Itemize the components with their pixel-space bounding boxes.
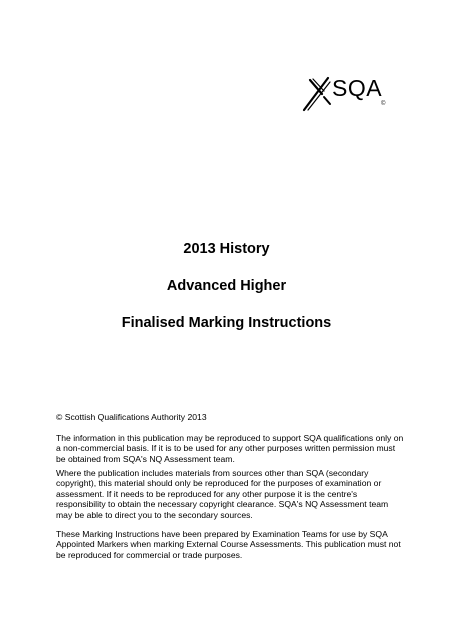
sqa-logo — [302, 70, 392, 114]
paragraph-text: The information in this publication may be reproduced to support SQA qualifications only on a non-commercial basis. If it is to be used for any other purposes written permission must be obtained from SQA's NQ Assessment team. — [56, 433, 404, 464]
paragraph-text: Where the publication includes materials from sources other than SQA (secondary copyright), this material should only be reproduced for the purposes of examination or assessment. If it needs to be reproduced for any other purpose it is the centre's responsibility to obtain the necessary copyright clearance. SQA's NQ Assessment team may be able to direct you to the secondary sources. — [56, 468, 389, 520]
copyright-line: © Scottish Qualifications Authority 2013 — [56, 412, 207, 422]
reproduction-paragraph — [56, 433, 406, 464]
logo-copyright-mark: © — [381, 101, 386, 107]
logo-wordmark: SQA — [332, 75, 383, 101]
marking-instructions-paragraph — [56, 529, 406, 560]
secondary-copyright-paragraph — [56, 468, 406, 520]
title-year-subject: 2013 History — [183, 241, 270, 257]
paragraph-text: These Marking Instructions have been prepared by Examination Teams for use by SQA Appointed Markers when marking External Course Assessments. This publication must not be reproduced for commercial or trade purposes. — [56, 529, 401, 560]
title-document: Finalised Marking Instructions — [121, 315, 332, 331]
saltire-icon — [302, 70, 336, 114]
title-level: Advanced Higher — [166, 278, 287, 294]
